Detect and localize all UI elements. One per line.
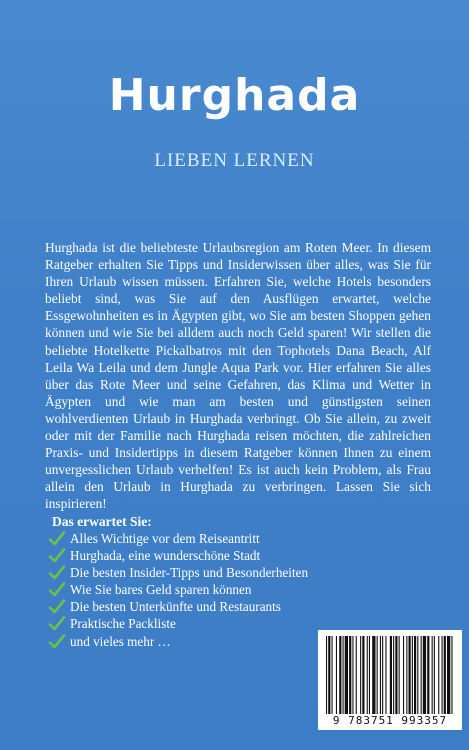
- barcode-bar: [406, 636, 407, 714]
- feature-label: Die besten Insider-Tipps und Besonderheiten: [70, 565, 309, 581]
- barcode-bar: [326, 636, 327, 714]
- features-heading: Das erwartet Sie:: [52, 514, 152, 529]
- features-list: [44, 530, 308, 650]
- green-checkmark-icon: [48, 564, 66, 581]
- feature-item: [44, 633, 308, 650]
- feature-item: [44, 564, 308, 581]
- green-checkmark-icon: [48, 633, 66, 650]
- barcode-bar: [362, 636, 364, 714]
- barcode-bar: [377, 636, 378, 714]
- barcode-icon: [324, 636, 456, 714]
- feature-item: [44, 581, 308, 598]
- barcode-bar: [380, 636, 381, 714]
- book-subtitle: LIEBEN LERNEN: [154, 150, 315, 171]
- barcode-bar: [451, 636, 452, 714]
- barcode-bar: [356, 636, 357, 714]
- barcode-bar: [360, 636, 361, 714]
- barcode-bar: [343, 636, 344, 714]
- green-checkmark-icon: [48, 581, 66, 598]
- barcode-bar: [447, 636, 450, 714]
- barcode-bar: [421, 636, 422, 714]
- feature-item: [44, 598, 308, 615]
- barcode-bar: [367, 636, 368, 714]
- feature-item: [44, 615, 308, 632]
- book-title: Hurghada: [108, 70, 361, 121]
- green-checkmark-icon: [48, 598, 66, 615]
- green-checkmark-icon: [48, 547, 66, 564]
- barcode-bar: [385, 636, 386, 714]
- barcode-bar: [442, 636, 443, 714]
- barcode-bar: [412, 636, 413, 714]
- barcode-bar: [349, 636, 351, 714]
- barcode-bar: [352, 636, 353, 714]
- barcode-bar: [328, 636, 330, 714]
- barcode-bar: [444, 636, 446, 714]
- barcode-bar: [390, 636, 392, 714]
- barcode-bar: [382, 636, 383, 714]
- barcode-bar: [403, 636, 404, 714]
- feature-label: Wie Sie bares Geld sparen können: [70, 582, 252, 598]
- barcode-bar: [417, 636, 418, 714]
- isbn-barcode: [318, 630, 462, 730]
- feature-label: Hurghada, eine wunderschöne Stadt: [70, 548, 261, 564]
- barcode-bar: [423, 636, 426, 714]
- barcode-bar: [414, 636, 416, 714]
- barcode-bar: [369, 636, 370, 714]
- barcode-bar: [372, 636, 375, 714]
- barcode-bar: [438, 636, 439, 714]
- barcode-bar: [393, 636, 394, 714]
- green-checkmark-icon: [48, 530, 66, 547]
- feature-label: Die besten Unterkünfte und Restaurants: [70, 599, 281, 615]
- barcode-bar: [336, 636, 337, 714]
- barcode-bar: [399, 636, 400, 714]
- feature-label: Praktische Packliste: [70, 616, 176, 632]
- feature-item: [44, 547, 308, 564]
- feature-label: Alles Wichtige vor dem Reiseantritt: [70, 531, 260, 546]
- book-blurb: Hurghada ist die beliebteste Urlaubsregion am Roten Meer. In diesem Ratgeber erhalten Sie Tipps und Insiderwissen über alles, was Sie für Ihren Urlaub wissen müssen. Erfahren Sie, welche Hotels besonders beliebt sind, was Sie auf den Ausflügen erwartet, welche Essgewohnheiten es in Ägypten gibt, wo Sie am besten Shoppen gehen können und wie Sie bei alldem auch noch Geld sparen! Wir stellen die beliebte Hotelkette Pickalbatros mit den Tophotels Dana Beach, Alf Leila Wa Leila und dem Jungle Aqua Park vor. Hier erfahren Sie alles über das Rote Meer und seine Gefahren, das Klima und Wetter in Ägypten und wie man am besten und günstigsten seinen wohlverdienten Urlaub in Hurghada verbringt. Ob Sie allein, zu zweit oder mit der Familie nach Hurghada reisen möchten, die zahlreichen Praxis- und Insidertipps in diesem Ratgeber können Ihnen zu einem unvergesslichen Urlaub verhelfen! Es ist auch kein Problem, als Frau allein den Urlaub in Hurghada zu verbringen. Lassen Sie sich inspirieren!: [45, 240, 431, 512]
- feature-label: und vieles mehr …: [70, 633, 171, 649]
- isbn-number: 9 783751 993357: [332, 714, 448, 727]
- barcode-bar: [434, 636, 435, 714]
- barcode-bar: [332, 636, 333, 714]
- barcode-bar: [427, 636, 429, 714]
- barcode-bar: [432, 636, 433, 714]
- barcode-bar: [345, 636, 348, 714]
- feature-item: [44, 530, 308, 547]
- barcode-bar: [409, 636, 411, 714]
- barcode-bar: [395, 636, 397, 714]
- green-checkmark-icon: [48, 615, 66, 632]
- barcode-bar: [339, 636, 341, 714]
